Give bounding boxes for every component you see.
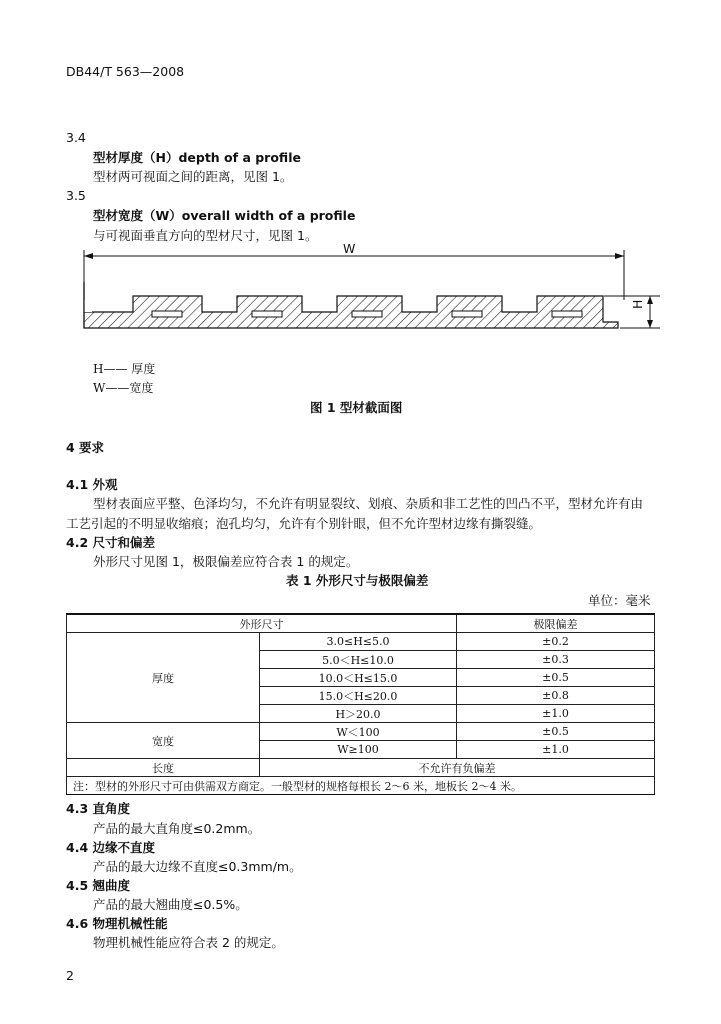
section-4-6-text: 物理机械性能应符合表 2 的规定。: [93, 935, 284, 950]
figure-1-caption: 图 1 型材截面图: [310, 400, 403, 415]
table-1-unit: 单位：毫米: [588, 593, 651, 608]
deviation-cell: ±0.5: [457, 723, 655, 741]
clause-3-5-desc: 与可视面垂直方向的型材尺寸，见图 1。: [93, 228, 318, 243]
section-4-heading: 4 要求: [66, 440, 105, 455]
section-4-4-heading: 4.4 边缘不直度: [66, 840, 155, 855]
section-4-1-heading: 4.1 外观: [66, 477, 118, 492]
deviation-cell: ±1.0: [457, 741, 655, 759]
w-label: W: [343, 241, 356, 256]
deviation-cell: ±0.2: [457, 633, 655, 651]
width-label: 宽度: [67, 723, 260, 759]
section-4-1-line-1: 型材表面应平整、色泽均匀，不允许有明显裂纹、划痕、杂质和非工艺性的凹凸不平，型材允许有由: [93, 496, 644, 511]
section-4-6-heading: 4.6 物理机械性能: [66, 916, 168, 931]
range-cell: W≥100: [260, 741, 457, 759]
range-cell: 10.0＜H≤15.0: [260, 669, 457, 687]
profile-slot: [152, 311, 182, 317]
profile-slot: [252, 311, 282, 317]
section-4-1-line-2: 工艺引起的不明显收缩痕；泡孔均匀，允许有个别针眼，但不允许型材边缘有撕裂缝。: [66, 516, 542, 531]
range-cell: H＞20.0: [260, 705, 457, 723]
thickness-label: 厚度: [67, 633, 260, 723]
length-label: 长度: [67, 759, 260, 777]
section-4-4-text: 产品的最大边缘不直度≤0.3mm/m。: [93, 859, 302, 874]
range-cell: 15.0＜H≤20.0: [260, 687, 457, 705]
clause-3-4-term: 型材厚度（H）depth of a profile: [93, 150, 301, 165]
clause-3-5-number: 3.5: [66, 188, 86, 203]
page-number: 2: [66, 968, 74, 983]
section-4-5-text: 产品的最大翘曲度≤0.5%。: [93, 897, 248, 912]
deviation-cell: ±0.8: [457, 687, 655, 705]
profile-slot: [552, 311, 582, 317]
table-1: [66, 613, 655, 795]
section-4-3-heading: 4.3 直角度: [66, 801, 130, 816]
range-cell: 3.0≤H≤5.0: [260, 633, 457, 651]
range-cell: 5.0＜H≤10.0: [260, 651, 457, 669]
deviation-cell: ±0.5: [457, 669, 655, 687]
w-arrow-right: [615, 253, 624, 259]
section-4-2-text: 外形尺寸见图 1，极限偏差应符合表 1 的规定。: [93, 554, 359, 569]
table-row: [67, 759, 655, 777]
h-label: H: [630, 299, 645, 309]
section-4-3-text: 产品的最大直角度≤0.2mm。: [93, 821, 261, 836]
table-row: [67, 723, 655, 741]
profile-section: [84, 282, 618, 328]
deviation-cell: ±1.0: [457, 705, 655, 723]
table-row: [67, 633, 655, 651]
clause-3-4-number: 3.4: [66, 130, 86, 145]
doc-code: DB44/T 563—2008: [66, 64, 185, 79]
w-arrow-left: [84, 253, 93, 259]
range-cell: W＜100: [260, 723, 457, 741]
legend-w: W——宽度: [93, 381, 154, 395]
section-4-5-heading: 4.5 翘曲度: [66, 878, 130, 893]
profile-slot: [452, 311, 482, 317]
clause-3-4-desc: 型材两可视面之间的距离，见图 1。: [93, 169, 293, 184]
clause-3-5-term: 型材宽度（W）overall width of a profile: [93, 208, 356, 223]
col-header-deviation: 极限偏差: [457, 614, 655, 633]
table-note: 注：型材的外形尺寸可由供需双方商定。一般型材的规格每根长 2～6 米，地板长 2～4 米。: [67, 777, 655, 795]
legend-h: H—— 厚度: [93, 362, 156, 376]
profile-slot: [352, 311, 382, 317]
col-header-dimension: 外形尺寸: [67, 614, 457, 633]
length-deviation: 不允许有负偏差: [260, 759, 655, 777]
deviation-cell: ±0.3: [457, 651, 655, 669]
table-1-title: 表 1 外形尺寸与极限偏差: [286, 573, 429, 588]
section-4-2-heading: 4.2 尺寸和偏差: [66, 535, 155, 550]
table-note-row: [67, 777, 655, 795]
